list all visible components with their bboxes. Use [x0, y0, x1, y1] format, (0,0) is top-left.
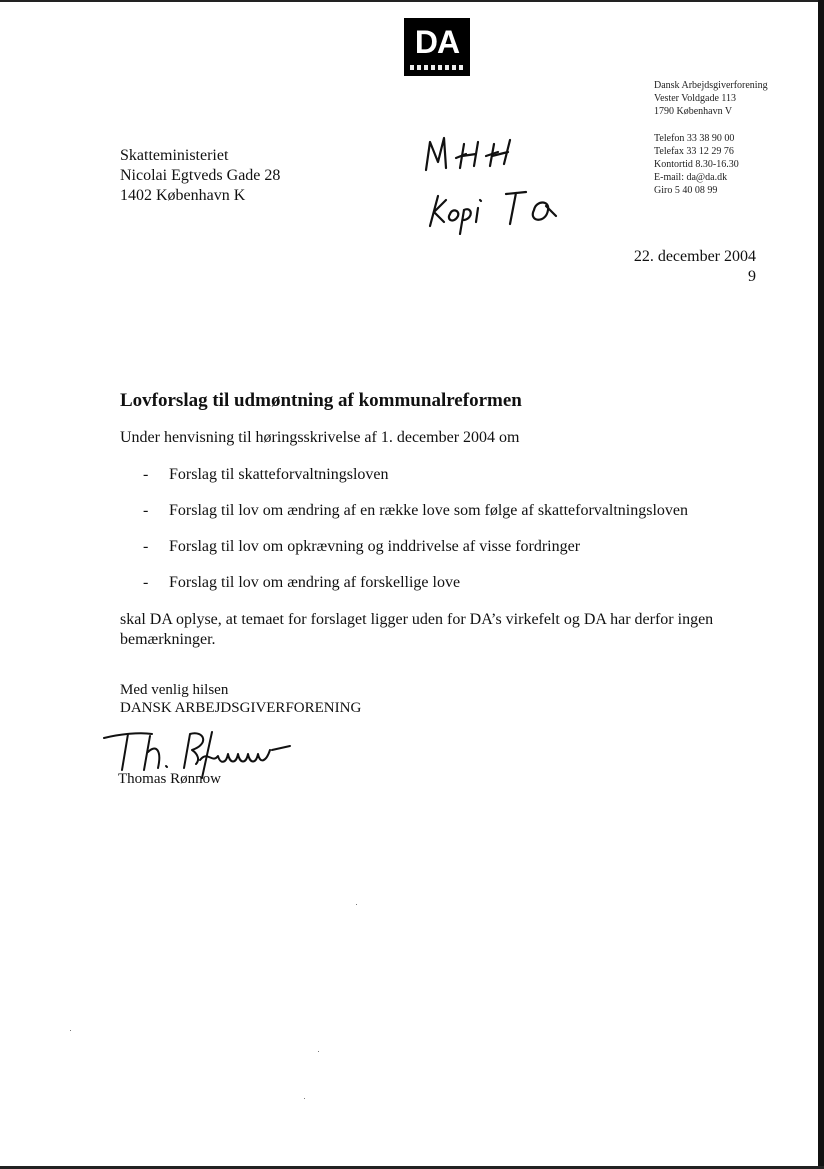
scan-top-border	[0, 0, 824, 2]
handwritten-note	[416, 130, 566, 235]
scan-speck	[304, 1098, 305, 1099]
scan-right-border	[818, 0, 824, 1169]
bullet-text: Forslag til lov om ændring af forskellige love	[169, 574, 461, 591]
bullet-item	[143, 501, 688, 521]
bullet-dash: -	[143, 538, 149, 555]
sender-street: Vester Voldgade 113	[654, 93, 737, 104]
intro-text: Under henvisning til høringsskrivelse af 1. december 2004 om	[120, 429, 520, 446]
bullet-text: Forslag til lov om opkrævning og inddrivelse af visse fordringer	[169, 538, 581, 555]
sender-city: 1790 København V	[654, 106, 733, 117]
bullet-dash: -	[143, 574, 149, 591]
scan-speck	[318, 1051, 319, 1052]
recipient-city: 1402 København K	[120, 187, 246, 204]
closing-block	[120, 681, 361, 717]
recipient-name: Skatteministeriet	[120, 147, 229, 164]
closing-greeting: Med venlig hilsen	[120, 682, 229, 698]
bullet-item	[143, 573, 460, 593]
bullet-text: Forslag til lov om ændring af en række love som følge af skatteforvaltningsloven	[169, 502, 689, 519]
sender-fax: Telefax 33 12 29 76	[654, 146, 734, 157]
bullet-dash: -	[143, 502, 149, 519]
sender-name: Dansk Arbejdsgiverforening	[654, 80, 768, 91]
sender-giro: Giro 5 40 08 99	[654, 185, 718, 196]
recipient-block	[120, 146, 280, 206]
bullet-text: Forslag til skatteforvaltningsloven	[169, 466, 389, 483]
logo-text: DA	[414, 24, 460, 60]
closing-organisation: DANSK ARBEJDSGIVERFORENING	[120, 700, 362, 716]
bullet-item	[143, 465, 389, 485]
sender-phone: Telefon 33 38 90 00	[654, 133, 735, 144]
sender-block	[654, 79, 768, 197]
page-reference: 9	[748, 268, 756, 285]
scan-speck	[356, 904, 357, 905]
signer-name: Thomas Rønnow	[118, 771, 221, 787]
scan-speck	[70, 1030, 71, 1031]
logo-strip	[410, 65, 464, 70]
subject-heading: Lovforslag til udmøntning af kommunalreformen	[120, 390, 522, 411]
da-logo	[404, 18, 470, 76]
conclusion-text: skal DA oplyse, at temaet for forslaget ligger uden for DA’s virkefelt og DA har derfor ingen bemærkninger.	[120, 611, 714, 648]
bullet-item	[143, 537, 580, 557]
date-block	[634, 247, 756, 287]
recipient-street: Nicolai Egtveds Gade 28	[120, 167, 281, 184]
sender-hours: Kontortid 8.30-16.30	[654, 159, 739, 170]
sender-email: E-mail: da@da.dk	[654, 172, 728, 183]
letter-date: 22. december 2004	[633, 248, 756, 265]
bullet-dash: -	[143, 466, 149, 483]
